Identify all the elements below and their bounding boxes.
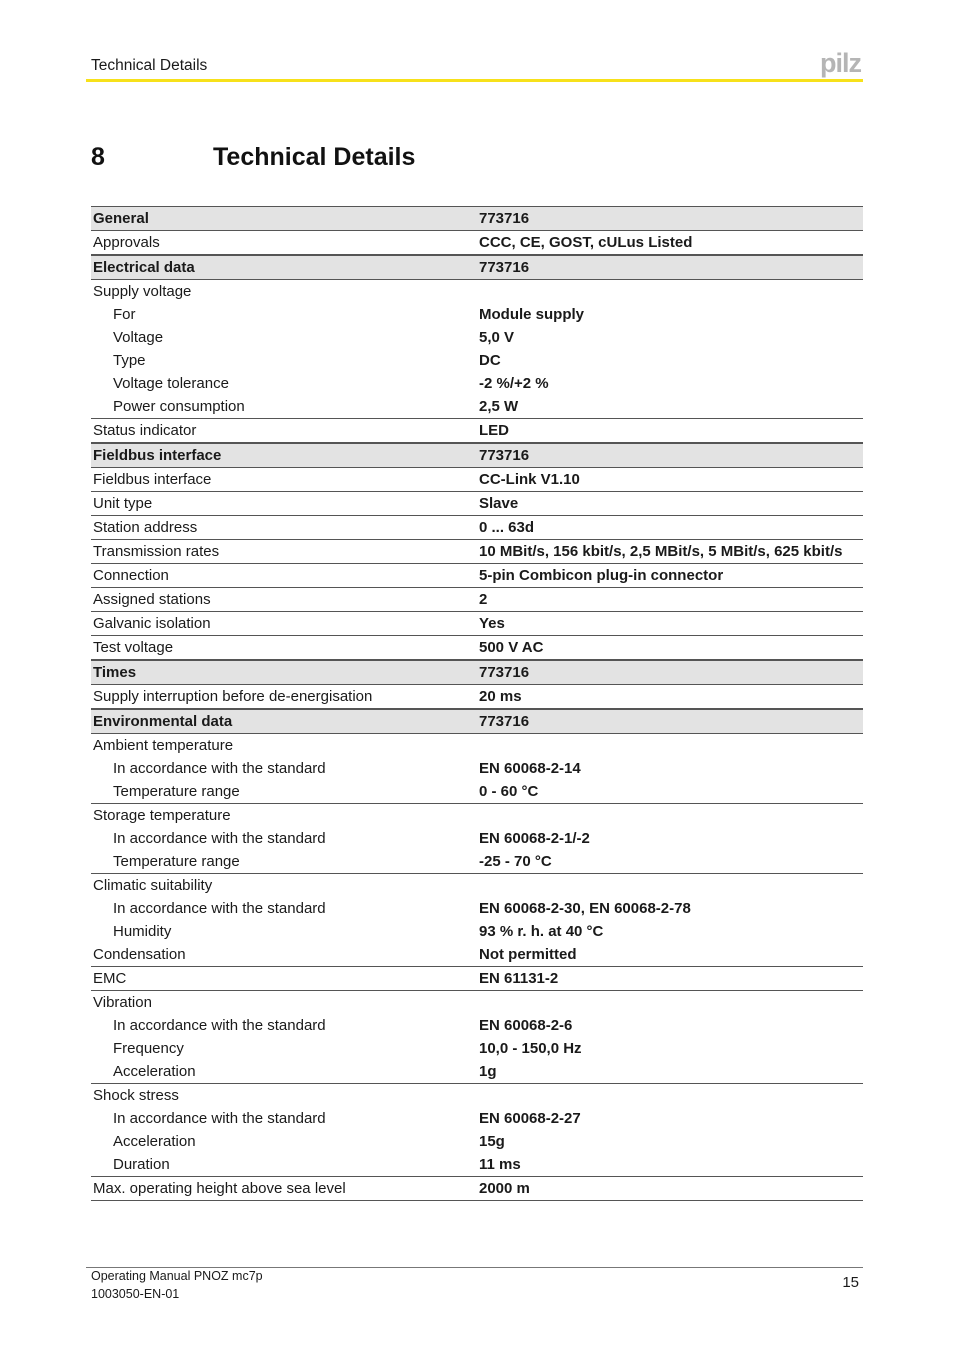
row-value [477,874,863,897]
row-value: 5-pin Combicon plug-in connector [479,566,724,584]
table-row [91,492,863,516]
row-label: In accordance with the standard [113,760,326,777]
row-label: Supply interruption before de-energisation [93,688,373,705]
row-value: 93 % r. h. at 40 °C [479,922,604,940]
row-label: Frequency [113,1040,184,1057]
table-row [91,780,863,804]
table-row [91,874,863,897]
table-row [91,231,863,255]
row-label: Transmission rates [93,543,220,560]
row-value: 10,0 - 150,0 Hz [479,1039,582,1057]
table-row [91,943,863,967]
table-section-header [91,206,863,231]
table-row [91,1060,863,1084]
row-label: For [113,306,136,323]
row-value: 0 - 60 °C [479,782,539,800]
table-row [91,372,863,395]
table-section-header [91,709,863,734]
row-label: Fieldbus interface [93,471,212,488]
table-row [91,685,863,709]
row-label: Climatic suitability [93,877,213,894]
row-value: 1g [479,1062,497,1080]
pilz-logo: pilz [820,48,861,78]
row-label: Type [113,352,146,369]
table-section-header [91,660,863,685]
table-row [91,1037,863,1060]
row-label: In accordance with the standard [113,830,326,847]
row-value: EN 60068-2-1/-2 [479,829,590,847]
table-row [91,516,863,540]
row-label: Environmental data [93,713,233,730]
row-label: Acceleration [113,1063,196,1080]
row-value: CCC, CE, GOST, cULus Listed [479,233,693,251]
row-value: Not permitted [479,945,577,963]
row-label: Shock stress [93,1087,179,1104]
table-row [91,540,863,564]
table-row [91,967,863,991]
table-row [91,897,863,920]
footer-doc-number: 1003050-EN-01 [91,1287,180,1301]
table-row [91,1014,863,1037]
row-value: 5,0 V [479,328,515,346]
table-row [91,1107,863,1130]
row-label: Station address [93,519,198,536]
row-value: 773716 [479,258,530,276]
row-value: EN 60068-2-30, EN 60068-2-78 [479,899,691,917]
table-row [91,419,863,443]
table-row [91,757,863,780]
row-value: Slave [479,494,519,512]
row-value [477,991,863,1014]
row-value [477,280,863,303]
row-value: 10 MBit/s, 156 kbit/s, 2,5 MBit/s, 5 MBit/s, 625 kbit/s [479,542,843,560]
row-value: 20 ms [479,687,522,705]
table-row [91,468,863,492]
row-value [477,804,863,827]
row-label: Power consumption [113,398,245,415]
row-value: 773716 [479,712,530,730]
chapter-number: 8 [91,143,105,171]
row-label: Max. operating height above sea level [93,1180,346,1197]
row-value: Yes [479,614,505,632]
table-row [91,734,863,757]
row-label: Vibration [93,994,152,1011]
row-value: EN 60068-2-6 [479,1016,573,1034]
row-value: EN 60068-2-27 [479,1109,581,1127]
table-row [91,1130,863,1153]
table-row [91,395,863,419]
table-row [91,850,863,874]
row-value: -25 - 70 °C [479,852,552,870]
row-value: EN 61131-2 [479,969,559,987]
table-row [91,920,863,943]
row-label: In accordance with the standard [113,900,326,917]
footer-rule [86,1267,863,1268]
row-label: Fieldbus interface [93,447,222,464]
row-value: 2000 m [479,1179,530,1197]
row-label: Temperature range [113,853,240,870]
row-value: 2 [479,590,488,608]
chapter-title: Technical Details [213,143,416,171]
row-label: Status indicator [93,422,197,439]
row-label: Condensation [93,946,186,963]
table-row [91,349,863,372]
row-value: 773716 [479,209,530,227]
row-label: Galvanic isolation [93,615,211,632]
row-label: Electrical data [93,259,195,276]
row-value: -2 %/+2 % [479,374,549,392]
row-value: 15g [479,1132,505,1150]
row-label: Voltage tolerance [113,375,229,392]
page-number: 15 [842,1274,859,1291]
table-row [91,564,863,588]
table-row [91,636,863,660]
row-label: Connection [93,567,169,584]
table-row [91,280,863,303]
row-value: DC [479,351,501,369]
row-label: Duration [113,1156,170,1173]
table-row [91,303,863,326]
row-label: Supply voltage [93,283,192,300]
row-label: General [93,210,149,227]
row-value [477,734,863,757]
header-title: Technical Details [91,57,208,74]
row-label: Voltage [113,329,164,346]
table-row [91,588,863,612]
row-value: EN 60068-2-14 [479,759,581,777]
table-section-header [91,443,863,468]
row-value [477,1084,863,1107]
row-label: Humidity [113,923,172,940]
row-value: LED [479,421,509,439]
table-row [91,612,863,636]
row-label: Unit type [93,495,153,512]
row-label: Times [93,664,137,681]
table-row [91,1177,863,1201]
header-rule [86,79,863,82]
row-label: Storage temperature [93,807,231,824]
row-label: Temperature range [113,783,240,800]
table-row [91,1084,863,1107]
row-value: 0 ... 63d [479,518,535,536]
footer-manual-title: Operating Manual PNOZ mc7p [91,1269,263,1283]
table-section-header [91,255,863,280]
row-label: Test voltage [93,639,174,656]
table-row [91,827,863,850]
row-value: 11 ms [479,1155,521,1173]
row-value: 2,5 W [479,397,519,415]
row-value: Module supply [479,305,584,323]
spec-table [91,206,863,1201]
table-row [91,1153,863,1177]
row-label: Assigned stations [93,591,211,608]
row-label: In accordance with the standard [113,1110,326,1127]
row-label: Approvals [93,234,160,251]
row-value: 773716 [479,663,530,681]
row-label: Acceleration [113,1133,196,1150]
table-row [91,804,863,827]
row-value: CC-Link V1.10 [479,470,580,488]
row-value: 773716 [479,446,530,464]
row-label: Ambient temperature [93,737,234,754]
row-label: EMC [93,970,127,987]
table-row [91,991,863,1014]
table-row [91,326,863,349]
row-value: 500 V AC [479,638,544,656]
row-label: In accordance with the standard [113,1017,326,1034]
